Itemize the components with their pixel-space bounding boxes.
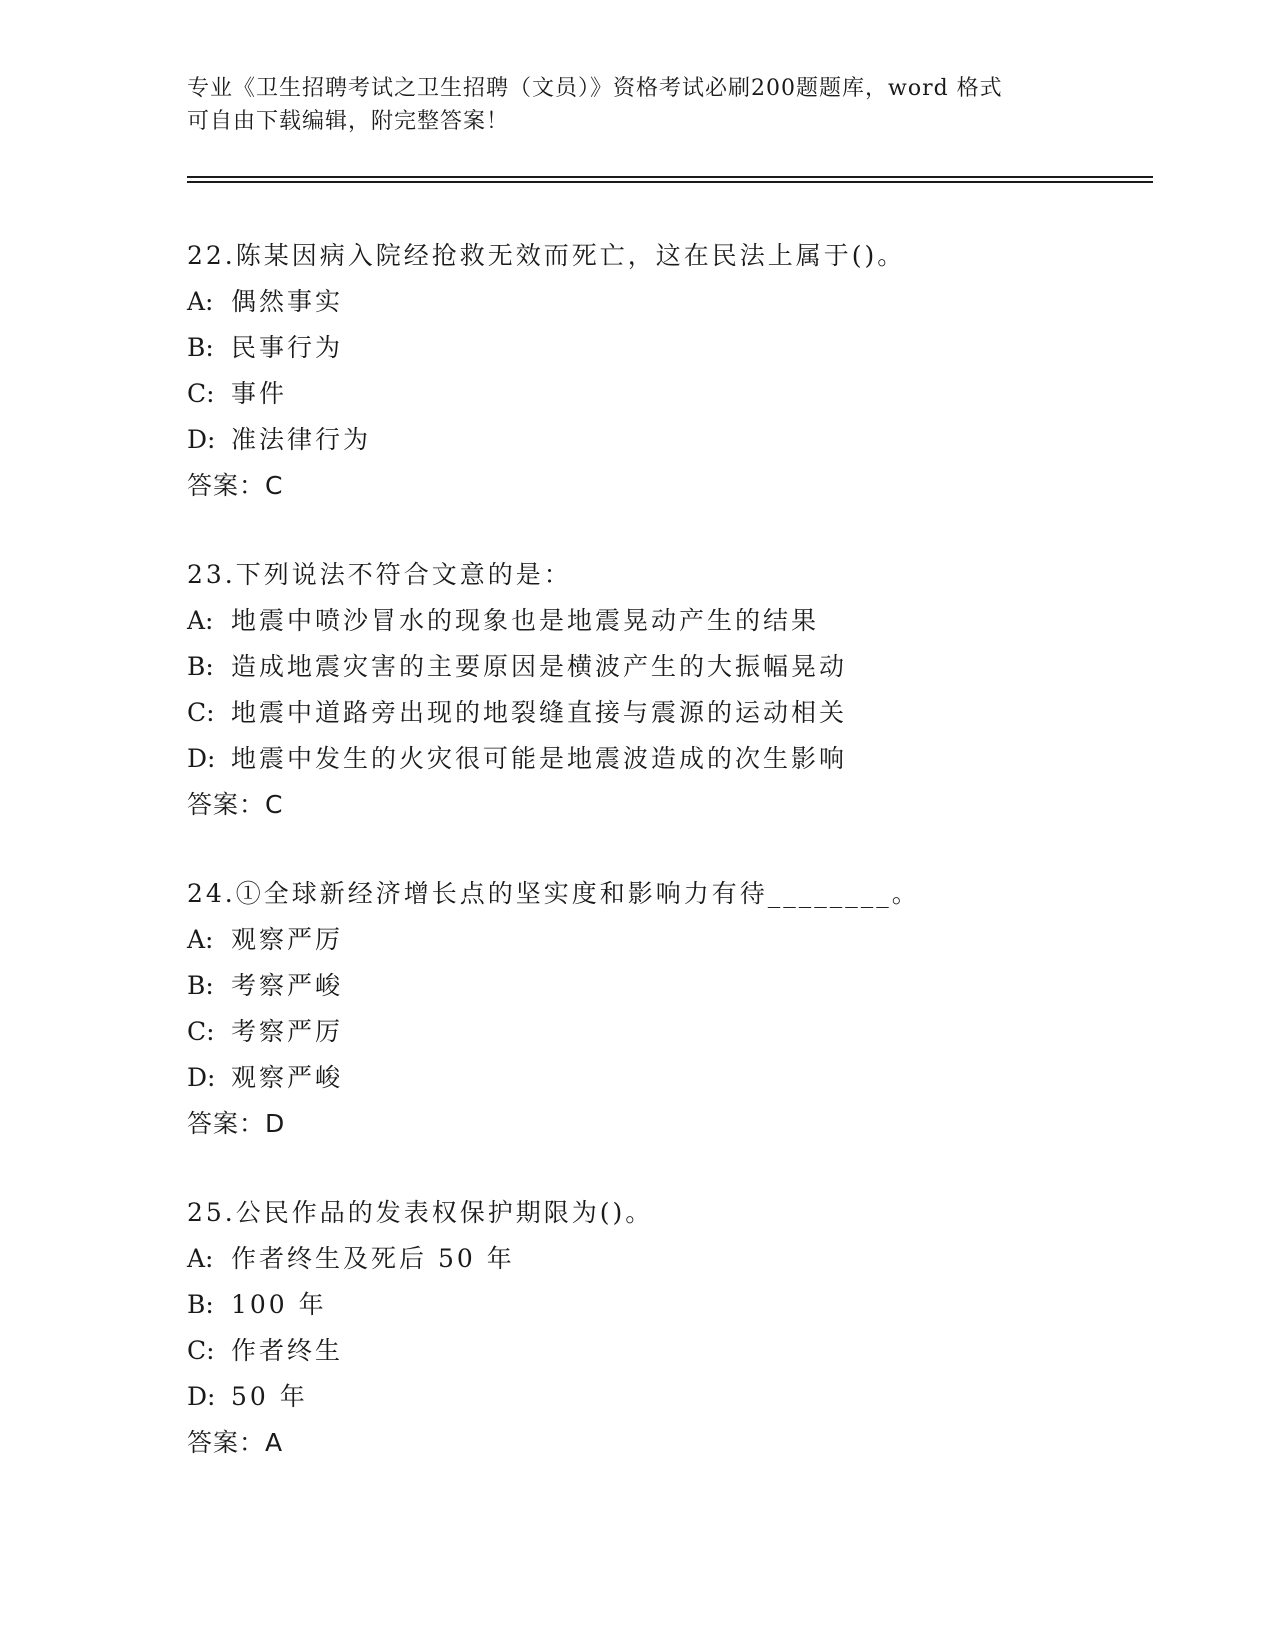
option-key: D: <box>187 744 216 773</box>
question-text: 22.陈某因病入院经抢救无效而死亡，这在民法上属于()。 <box>187 241 906 270</box>
option-text: 观察严峻 <box>231 1063 344 1092</box>
option-key: C: <box>187 1017 215 1046</box>
header-line-2: 可自由下载编辑，附完整答案！ <box>187 109 510 134</box>
option-key: A: <box>187 1244 214 1273</box>
question-22 <box>187 233 1167 509</box>
option-c <box>187 371 1167 417</box>
answer-line: 答案：D <box>187 1109 286 1138</box>
option-text: 民事行为 <box>231 333 344 362</box>
option-b <box>187 644 1167 690</box>
option-text: 50 年 <box>231 1382 308 1411</box>
option-text: 100 年 <box>231 1290 327 1319</box>
option-text: 地震中喷沙冒水的现象也是地震晃动产生的结果 <box>231 606 820 635</box>
option-d <box>187 736 1167 782</box>
option-text: 造成地震灾害的主要原因是横波产生的大振幅晃动 <box>231 652 848 681</box>
option-key: B: <box>187 652 214 681</box>
option-key: D: <box>187 1063 216 1092</box>
answer-line: 答案：C <box>187 471 284 500</box>
option-d <box>187 1374 1167 1420</box>
option-d <box>187 417 1167 463</box>
option-c <box>187 690 1167 736</box>
header-divider-bottom <box>187 181 1153 183</box>
option-key: A: <box>187 606 214 635</box>
option-b <box>187 1282 1167 1328</box>
document-header <box>187 72 1087 138</box>
answer-line: 答案：C <box>187 790 284 819</box>
option-a <box>187 598 1167 644</box>
header-divider-top <box>187 176 1153 178</box>
option-key: B: <box>187 971 214 1000</box>
option-key: D: <box>187 1382 216 1411</box>
option-text: 偶然事实 <box>231 287 344 316</box>
option-a <box>187 279 1167 325</box>
question-text: 25.公民作品的发表权保护期限为()。 <box>187 1198 654 1227</box>
option-b <box>187 325 1167 371</box>
answer-line: 答案：A <box>187 1428 284 1457</box>
option-a <box>187 917 1167 963</box>
question-25 <box>187 1190 1167 1466</box>
option-key: A: <box>187 925 214 954</box>
option-key: C: <box>187 698 215 727</box>
option-c <box>187 1009 1167 1055</box>
option-text: 地震中道路旁出现的地裂缝直接与震源的运动相关 <box>231 698 848 727</box>
header-line-1: 专业《卫生招聘考试之卫生招聘（文员）》资格考试必刷200题题库，word 格式 <box>187 76 1003 101</box>
option-d <box>187 1055 1167 1101</box>
option-text: 事件 <box>231 379 288 408</box>
option-key: B: <box>187 1290 214 1319</box>
question-24 <box>187 871 1167 1147</box>
option-key: B: <box>187 333 214 362</box>
question-text: 23.下列说法不符合文意的是： <box>187 560 572 589</box>
option-text: 考察严峻 <box>231 971 344 1000</box>
option-text: 作者终生及死后 50 年 <box>231 1244 515 1273</box>
option-text: 作者终生 <box>231 1336 344 1365</box>
option-b <box>187 963 1167 1009</box>
option-text: 考察严厉 <box>231 1017 344 1046</box>
option-key: D: <box>187 425 216 454</box>
option-c <box>187 1328 1167 1374</box>
option-text: 准法律行为 <box>231 425 372 454</box>
question-23 <box>187 552 1167 828</box>
question-text: 24.①全球新经济增长点的坚实度和影响力有待________。 <box>187 879 920 908</box>
option-text: 地震中发生的火灾很可能是地震波造成的次生影响 <box>231 744 848 773</box>
option-key: C: <box>187 1336 215 1365</box>
option-text: 观察严厉 <box>231 925 344 954</box>
option-key: C: <box>187 379 215 408</box>
option-key: A: <box>187 287 214 316</box>
option-a <box>187 1236 1167 1282</box>
